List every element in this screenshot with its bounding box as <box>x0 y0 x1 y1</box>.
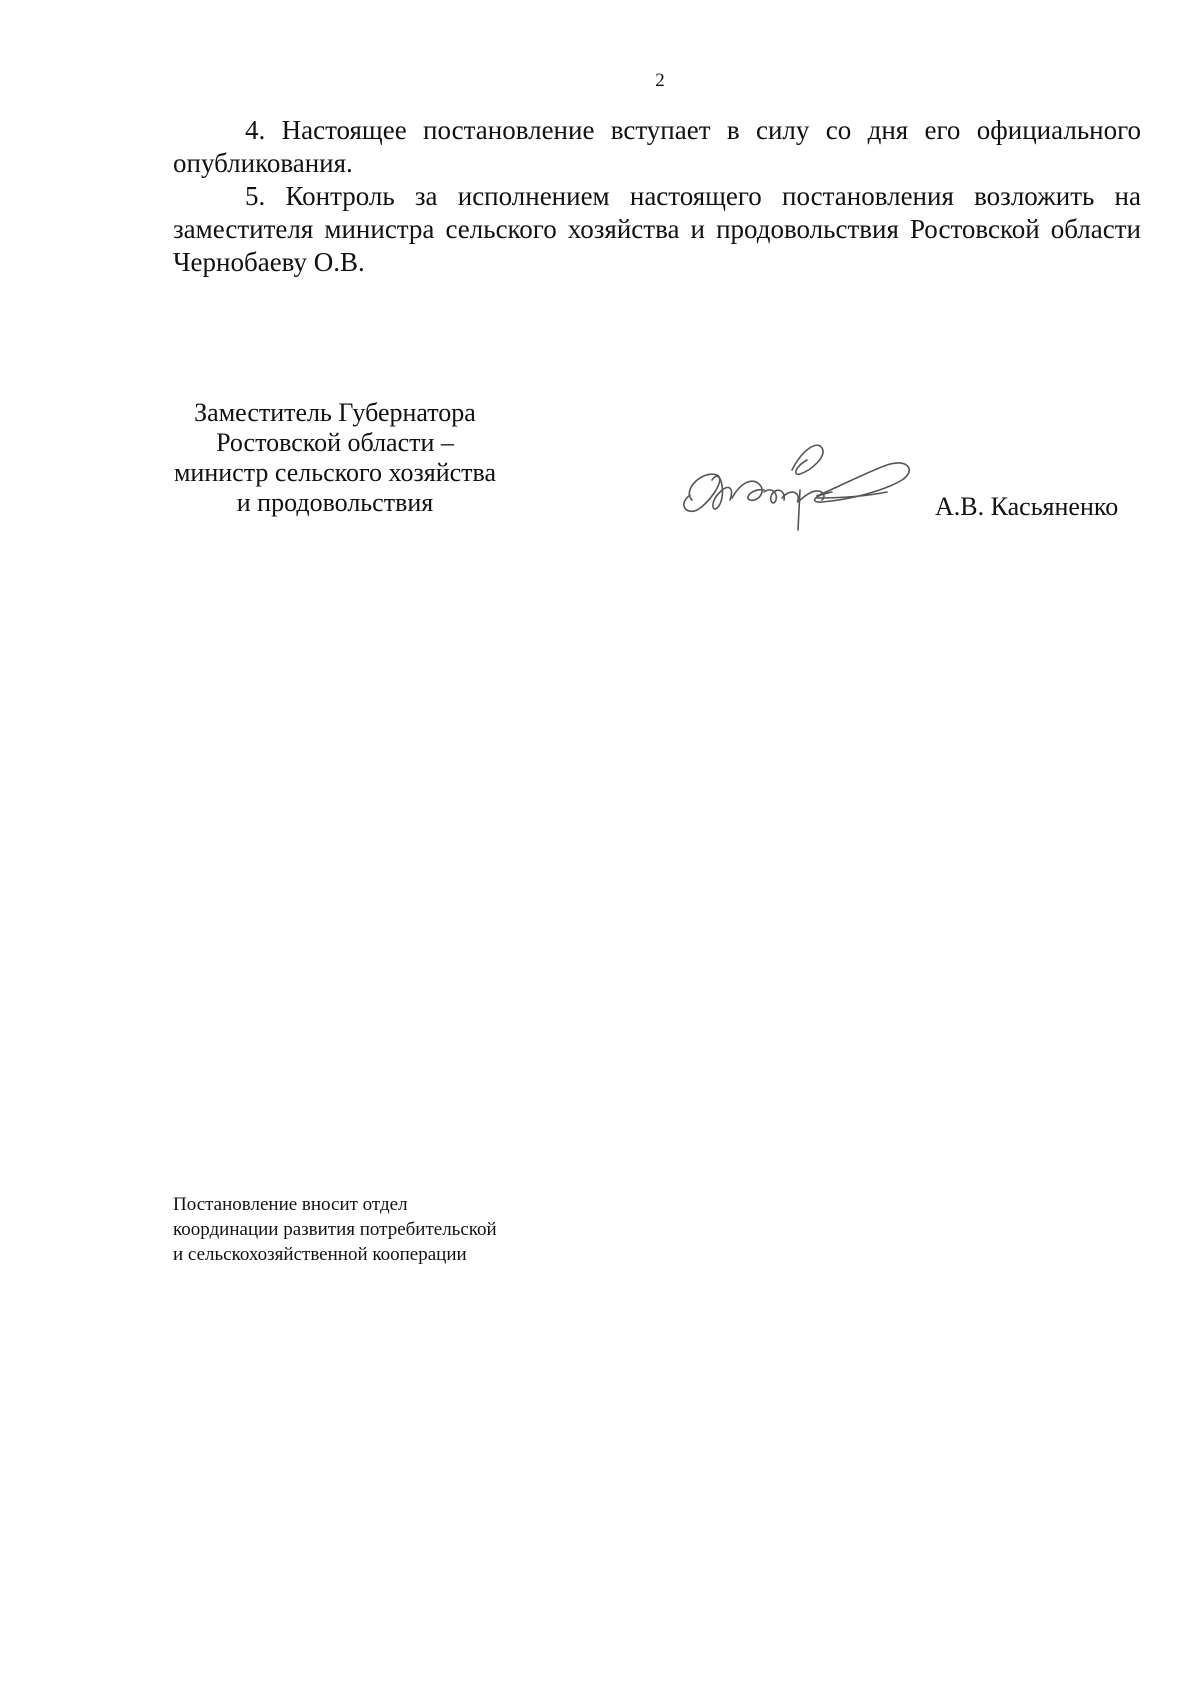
signatory-position-line: Заместитель Губернатора <box>194 398 476 427</box>
signatory-position-line: министр сельского хозяйства <box>173 458 497 487</box>
footer-note-line: Постановление вносит отдел <box>173 1194 408 1215</box>
signatory-position <box>150 398 520 518</box>
footer-note-line: и сельскохозяйственной кооперации <box>173 1244 467 1265</box>
signatory-position-line: и продовольствия <box>236 488 434 517</box>
signatory-name: А.В. Касьяненко <box>935 492 1119 521</box>
page-number-text: 2 <box>655 70 665 91</box>
paragraph-item-4: 4. Настоящее постановление вступает в силу со дня его официального опубликования. <box>173 115 1141 178</box>
page-number <box>0 70 1200 92</box>
footer-note <box>173 1192 497 1267</box>
handwritten-signature-icon <box>672 430 922 550</box>
footer-note-line: координации развития потребительской <box>173 1219 497 1240</box>
signatory-position-line: Ростовской области – <box>216 428 454 457</box>
document-body <box>173 114 1141 279</box>
paragraph-item-5: 5. Контроль за исполнением настоящего постановления возложить на заместителя министра сельского хозяйства и продовольствия Ростовской области Чернобаеву О.В. <box>173 181 1141 277</box>
